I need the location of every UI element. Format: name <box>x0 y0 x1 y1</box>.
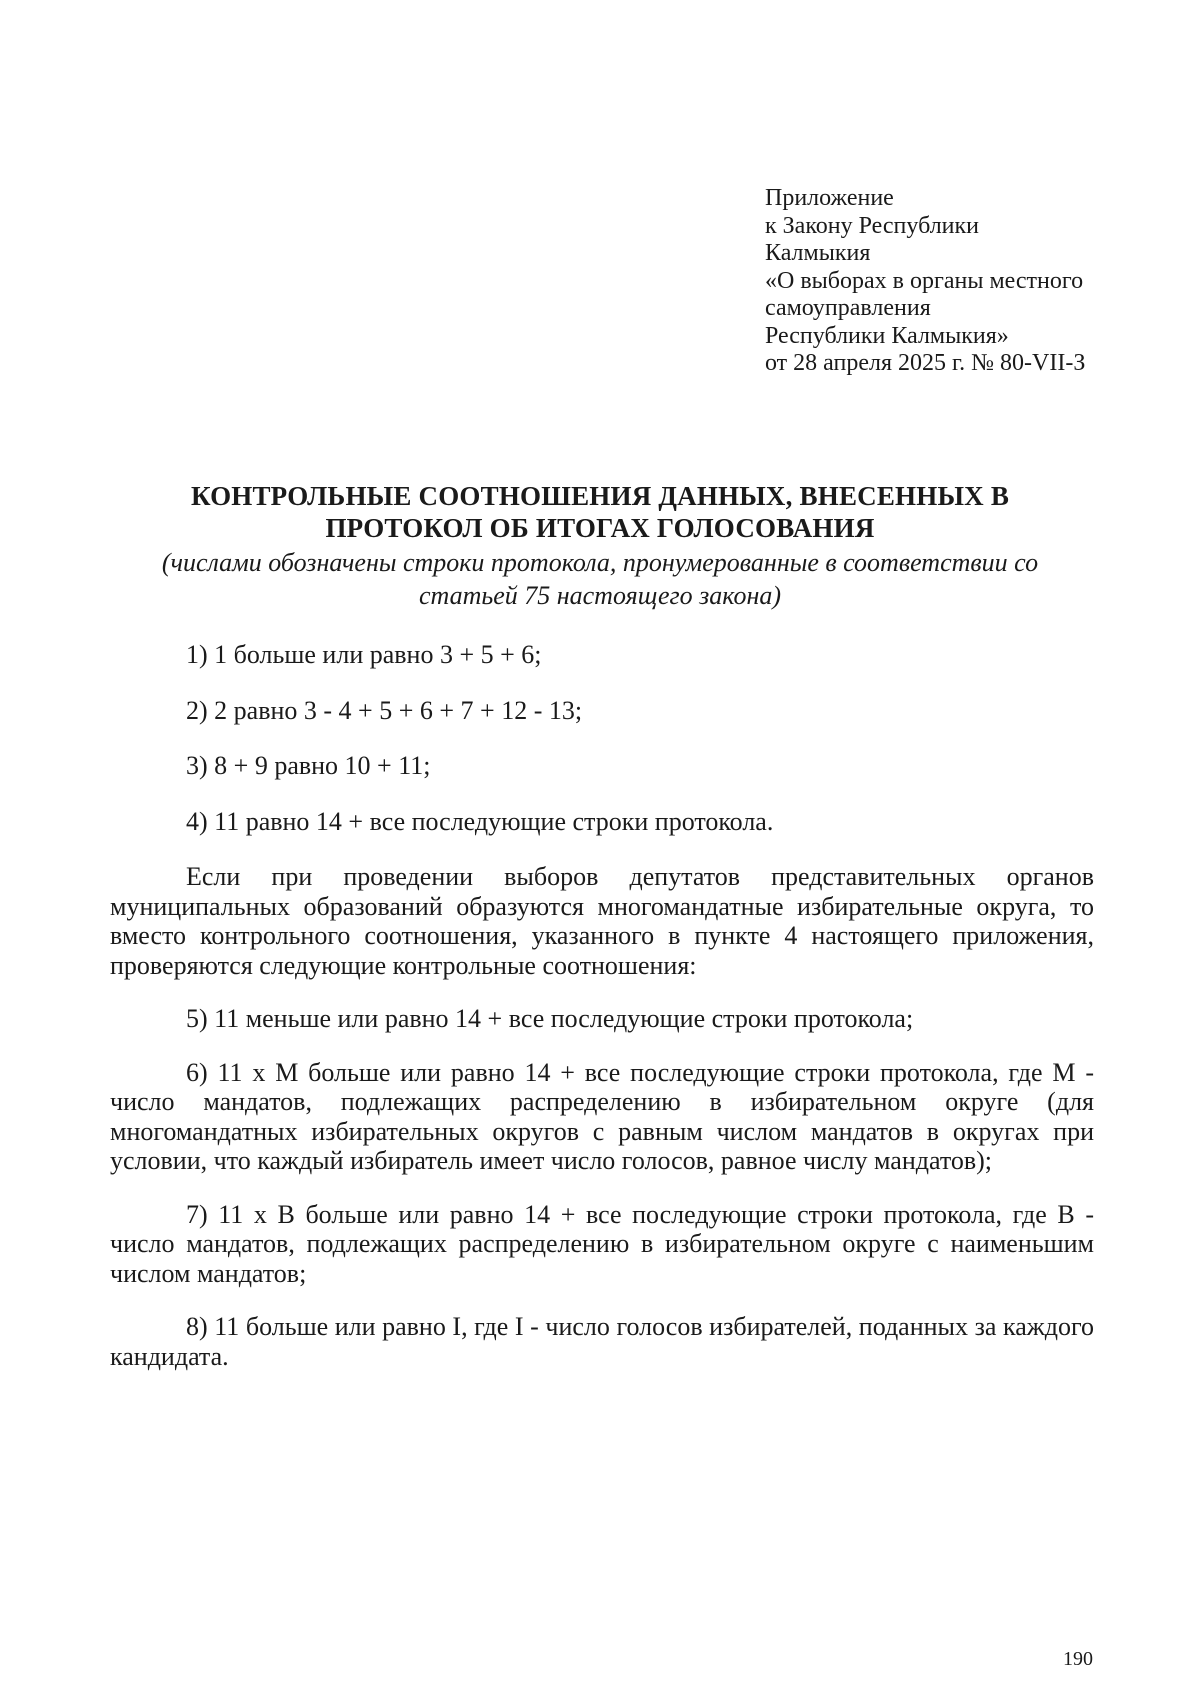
appendix-line: к Закону Республики <box>765 212 980 239</box>
appendix-line: самоуправления <box>765 295 931 321</box>
appendix-line: «О выборах в органы местного <box>765 267 1084 294</box>
appendix-line: от 28 апреля 2025 г. № 80-VII-З <box>765 350 1086 376</box>
control-ratio-item: 2) 2 равно 3 - 4 + 5 + 6 + 7 + 12 - 13; <box>186 695 583 725</box>
appendix-line: Калмыкия <box>765 240 871 266</box>
control-ratio-item: 5) 11 меньше или равно 14 + все последующие строки протокола; <box>186 1004 914 1033</box>
control-ratio-item: 4) 11 равно 14 + все последующие строки протокола. <box>186 806 774 836</box>
appendix-line: Республики Калмыкия» <box>765 322 1009 349</box>
appendix-header <box>765 185 1085 378</box>
document-title-block <box>110 480 1090 612</box>
control-ratio-item: 1) 1 больше или равно 3 + 5 + 6; <box>186 640 542 669</box>
document-title-line-2: ПРОТОКОЛ ОБ ИТОГАХ ГОЛОСОВАНИЯ <box>325 513 875 543</box>
control-ratio-item: 6) 11 х М больше или равно 14 + все последующие строки протокола, где М - число мандатов, подлежащих распределению в избирательном округе (для многомандатных избирательных округов с равным числом мандатов в округах при условии, что каждый избиратель имеет число голосов, равное числу мандатов); <box>110 1057 1094 1175</box>
page-number: 190 <box>1063 1648 1093 1670</box>
control-ratio-item: 7) 11 х В больше или равно 14 + все последующие строки протокола, где В - число мандатов, подлежащих распределению в избирательном округе с наименьшим числом мандатов; <box>110 1199 1094 1288</box>
document-title-line-1: КОНТРОЛЬНЫЕ СООТНОШЕНИЯ ДАННЫХ, ВНЕСЕННЫХ В <box>190 481 1010 511</box>
control-ratio-item: 8) 11 больше или равно I, где I - число голосов избирателей, поданных за каждого кандидата. <box>110 1312 1094 1371</box>
control-ratio-item: 3) 8 + 9 равно 10 + 11; <box>186 751 431 780</box>
appendix-line: Приложение <box>765 185 894 211</box>
document-subtitle: (числами обозначены строки протокола, пронумерованные в соответствии со статьей 75 настоящего закона) <box>161 548 1039 610</box>
intro-paragraph: Если при проведении выборов депутатов представительных органов муниципальных образований образуются многомандатные избирательные округа, то вместо контрольного соотношения, указанного в пункте 4 настоящего приложения, проверяются следующие контрольные соотношения: <box>110 862 1094 980</box>
document-body <box>110 640 1094 1395</box>
